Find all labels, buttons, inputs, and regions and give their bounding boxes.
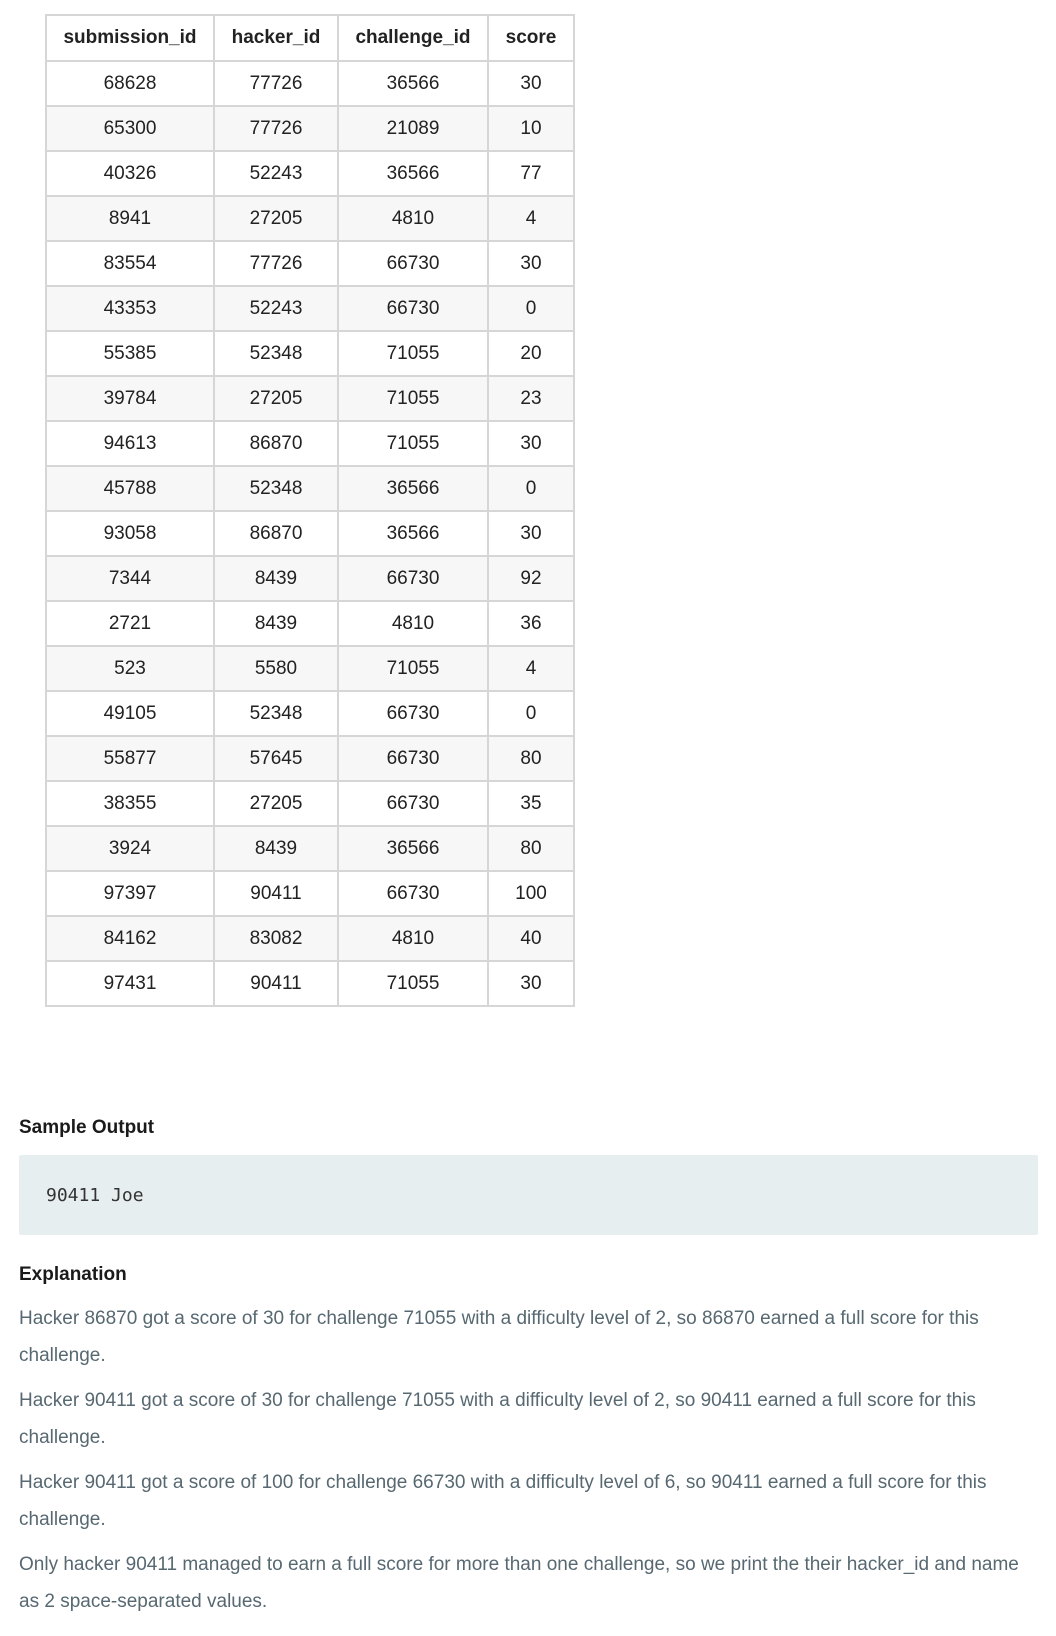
table-cell-challenge-id: 66730 (338, 286, 488, 331)
table-cell-submission-id: 38355 (46, 781, 214, 826)
table-cell-submission-id: 55385 (46, 331, 214, 376)
table-cell-hacker-id: 90411 (214, 961, 338, 1006)
table-body (46, 61, 574, 1006)
table-cell-submission-id: 45788 (46, 466, 214, 511)
table-cell-challenge-id: 71055 (338, 331, 488, 376)
table-cell-challenge-id: 36566 (338, 826, 488, 871)
table-cell-score: 0 (488, 466, 574, 511)
table-cell-challenge-id: 36566 (338, 61, 488, 106)
table-cell-hacker-id: 77726 (214, 241, 338, 286)
table-cell-challenge-id: 4810 (338, 916, 488, 961)
table-row (46, 151, 574, 196)
sample-output-heading: Sample Output (19, 1117, 155, 1138)
table-cell-submission-id: 97431 (46, 961, 214, 1006)
table-cell-score: 30 (488, 421, 574, 466)
table-row (46, 511, 574, 556)
table-cell-submission-id: 2721 (46, 601, 214, 646)
table-row (46, 871, 574, 916)
table-cell-hacker-id: 27205 (214, 196, 338, 241)
table-cell-submission-id: 8941 (46, 196, 214, 241)
table-row (46, 736, 574, 781)
table-cell-score: 35 (488, 781, 574, 826)
table-cell-submission-id: 84162 (46, 916, 214, 961)
table-cell-submission-id: 49105 (46, 691, 214, 736)
table-row (46, 556, 574, 601)
submissions-table (45, 14, 575, 1007)
table-cell-challenge-id: 71055 (338, 961, 488, 1006)
table-row (46, 196, 574, 241)
table-cell-score: 80 (488, 736, 574, 781)
table-cell-submission-id: 94613 (46, 421, 214, 466)
table-cell-challenge-id: 36566 (338, 511, 488, 556)
submissions-table-container (45, 14, 575, 1007)
sample-output-code-block (19, 1155, 1038, 1235)
table-cell-score: 0 (488, 691, 574, 736)
table-cell-score: 30 (488, 241, 574, 286)
table-cell-hacker-id: 52243 (214, 286, 338, 331)
table-cell-score: 36 (488, 601, 574, 646)
table-row (46, 646, 574, 691)
table-cell-score: 92 (488, 556, 574, 601)
table-header-row (46, 15, 574, 61)
table-cell-score: 10 (488, 106, 574, 151)
table-cell-score: 80 (488, 826, 574, 871)
table-cell-challenge-id: 66730 (338, 556, 488, 601)
table-row (46, 781, 574, 826)
table-cell-score: 30 (488, 61, 574, 106)
column-header-score: score (488, 15, 574, 61)
table-cell-challenge-id: 21089 (338, 106, 488, 151)
table-cell-score: 100 (488, 871, 574, 916)
table-cell-score: 23 (488, 376, 574, 421)
column-header-challenge-id: challenge_id (338, 15, 488, 61)
table-cell-hacker-id: 77726 (214, 61, 338, 106)
table-cell-challenge-id: 4810 (338, 601, 488, 646)
table-cell-challenge-id: 66730 (338, 241, 488, 286)
table-row (46, 466, 574, 511)
table-cell-hacker-id: 52243 (214, 151, 338, 196)
table-cell-submission-id: 55877 (46, 736, 214, 781)
table-cell-challenge-id: 36566 (338, 151, 488, 196)
table-cell-challenge-id: 71055 (338, 376, 488, 421)
explanation-paragraph: Hacker 90411 got a score of 100 for challenge 66730 with a difficulty level of 6, so 90411 earned a full score for this challenge. (19, 1472, 987, 1530)
table-row (46, 601, 574, 646)
table-cell-hacker-id: 27205 (214, 376, 338, 421)
table-cell-hacker-id: 83082 (214, 916, 338, 961)
table-row (46, 691, 574, 736)
table-cell-hacker-id: 90411 (214, 871, 338, 916)
sample-output-code: 90411 Joe (46, 1185, 144, 1206)
table-cell-submission-id: 97397 (46, 871, 214, 916)
table-cell-score: 0 (488, 286, 574, 331)
table-cell-hacker-id: 8439 (214, 556, 338, 601)
table-cell-hacker-id: 5580 (214, 646, 338, 691)
table-cell-score: 30 (488, 961, 574, 1006)
table-row (46, 961, 574, 1006)
table-cell-hacker-id: 8439 (214, 826, 338, 871)
table-cell-challenge-id: 66730 (338, 781, 488, 826)
table-cell-challenge-id: 36566 (338, 466, 488, 511)
table-row (46, 61, 574, 106)
table-cell-challenge-id: 71055 (338, 421, 488, 466)
table-cell-submission-id: 3924 (46, 826, 214, 871)
table-cell-hacker-id: 52348 (214, 691, 338, 736)
explanation-paragraph: Hacker 90411 got a score of 30 for challenge 71055 with a difficulty level of 2, so 90411 earned a full score for this challenge. (19, 1390, 976, 1448)
table-cell-submission-id: 43353 (46, 286, 214, 331)
table-cell-hacker-id: 77726 (214, 106, 338, 151)
table-row (46, 331, 574, 376)
table-cell-submission-id: 83554 (46, 241, 214, 286)
table-cell-submission-id: 523 (46, 646, 214, 691)
explanation-heading: Explanation (19, 1264, 127, 1285)
table-cell-score: 4 (488, 196, 574, 241)
column-header-hacker-id: hacker_id (214, 15, 338, 61)
table-row (46, 916, 574, 961)
table-cell-challenge-id: 66730 (338, 736, 488, 781)
table-cell-hacker-id: 86870 (214, 511, 338, 556)
table-cell-challenge-id: 66730 (338, 871, 488, 916)
table-cell-submission-id: 7344 (46, 556, 214, 601)
table-cell-challenge-id: 66730 (338, 691, 488, 736)
table-row (46, 421, 574, 466)
table-cell-score: 4 (488, 646, 574, 691)
table-row (46, 826, 574, 871)
table-cell-challenge-id: 71055 (338, 646, 488, 691)
table-cell-submission-id: 65300 (46, 106, 214, 151)
column-header-submission-id: submission_id (46, 15, 214, 61)
explanation-paragraph: Hacker 86870 got a score of 30 for challenge 71055 with a difficulty level of 2, so 86870 earned a full score for this challenge. (19, 1308, 979, 1366)
table-cell-score: 30 (488, 511, 574, 556)
table-cell-hacker-id: 52348 (214, 466, 338, 511)
table-row (46, 241, 574, 286)
table-row (46, 376, 574, 421)
table-row (46, 106, 574, 151)
table-cell-score: 40 (488, 916, 574, 961)
table-cell-submission-id: 40326 (46, 151, 214, 196)
table-cell-score: 20 (488, 331, 574, 376)
table-cell-challenge-id: 4810 (338, 196, 488, 241)
table-cell-submission-id: 39784 (46, 376, 214, 421)
explanation-paragraph: Only hacker 90411 managed to earn a full score for more than one challenge, so we print the their hacker_id and name as 2 space-separated values. (19, 1554, 1019, 1612)
table-cell-hacker-id: 8439 (214, 601, 338, 646)
table-cell-submission-id: 93058 (46, 511, 214, 556)
table-cell-submission-id: 68628 (46, 61, 214, 106)
table-cell-score: 77 (488, 151, 574, 196)
table-cell-hacker-id: 27205 (214, 781, 338, 826)
table-cell-hacker-id: 86870 (214, 421, 338, 466)
table-cell-hacker-id: 52348 (214, 331, 338, 376)
table-row (46, 286, 574, 331)
table-cell-hacker-id: 57645 (214, 736, 338, 781)
